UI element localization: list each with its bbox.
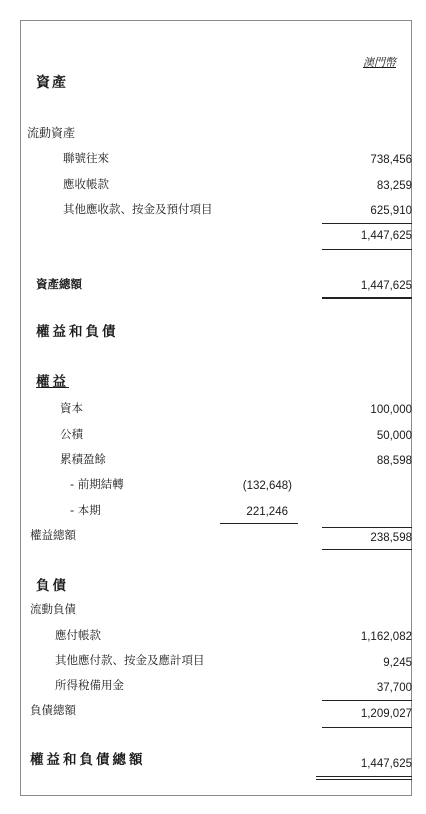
equity-heading: 權益 [36,374,69,390]
subtotal-rule [322,549,412,550]
equity-item-value: 88,598 [376,455,412,467]
equity-item-label: 資本 [60,401,83,415]
currency-label: 澳門幣 [363,56,396,69]
equity-liabilities-heading: 權益和負債 [36,324,119,340]
subtotal-rule [322,223,412,224]
subtotal-rule [322,700,412,701]
liability-item-label: 所得稅備用金 [55,678,124,692]
total-assets-value: 1,447,625 [360,280,412,292]
equity-sub-item-value: (132,648) [242,480,292,492]
assets-heading: 資產 [36,75,68,91]
total-liabilities-label: 負債總額 [30,703,76,717]
current-liabilities-heading: 流動負債 [30,602,76,616]
liability-item-label: 其他應付款、按金及應計項目 [55,653,205,667]
current-assets-subtotal: 1,447,625 [360,230,412,242]
asset-item-label: 應收帳款 [63,177,109,191]
liability-item-value: 1,162,082 [360,631,412,643]
grand-total-value: 1,447,625 [360,758,412,770]
liabilities-heading: 負債 [36,578,69,594]
liability-item-value: 9,245 [383,657,412,669]
total-liabilities-value: 1,209,027 [360,708,412,720]
total-equity-label: 權益總額 [30,528,76,542]
grand-total-rule [316,779,412,780]
equity-item-label: 公積 [60,427,83,441]
asset-item-value: 738,456 [370,154,412,166]
equity-sub-item-label: - 前期結轉 [70,477,124,491]
grand-total-label: 權益和負債總額 [30,752,146,768]
equity-sub-item-label: - 本期 [70,503,101,517]
equity-item-label: 累積盈餘 [60,452,106,466]
asset-item-label: 聯號往來 [63,151,109,165]
subtotal-rule [322,527,412,528]
subtotal-rule [322,727,412,728]
asset-item-label: 其他應收款、按金及預付項目 [63,202,213,216]
equity-item-value: 50,000 [376,430,412,442]
liability-item-value: 37,700 [376,682,412,694]
subtotal-rule [322,249,412,250]
equity-sub-item-value: 221,246 [246,506,288,518]
sub-item-rule [220,523,298,524]
total-equity-value: 238,598 [370,532,412,544]
liability-item-label: 應付帳款 [55,628,101,642]
total-rule [322,297,412,299]
total-assets-label: 資產總額 [36,277,82,291]
grand-total-rule [316,776,412,777]
current-assets-heading: 流動資產 [27,126,76,140]
equity-item-value: 100,000 [370,404,412,416]
asset-item-value: 83,259 [376,180,412,192]
asset-item-value: 625,910 [370,205,412,217]
